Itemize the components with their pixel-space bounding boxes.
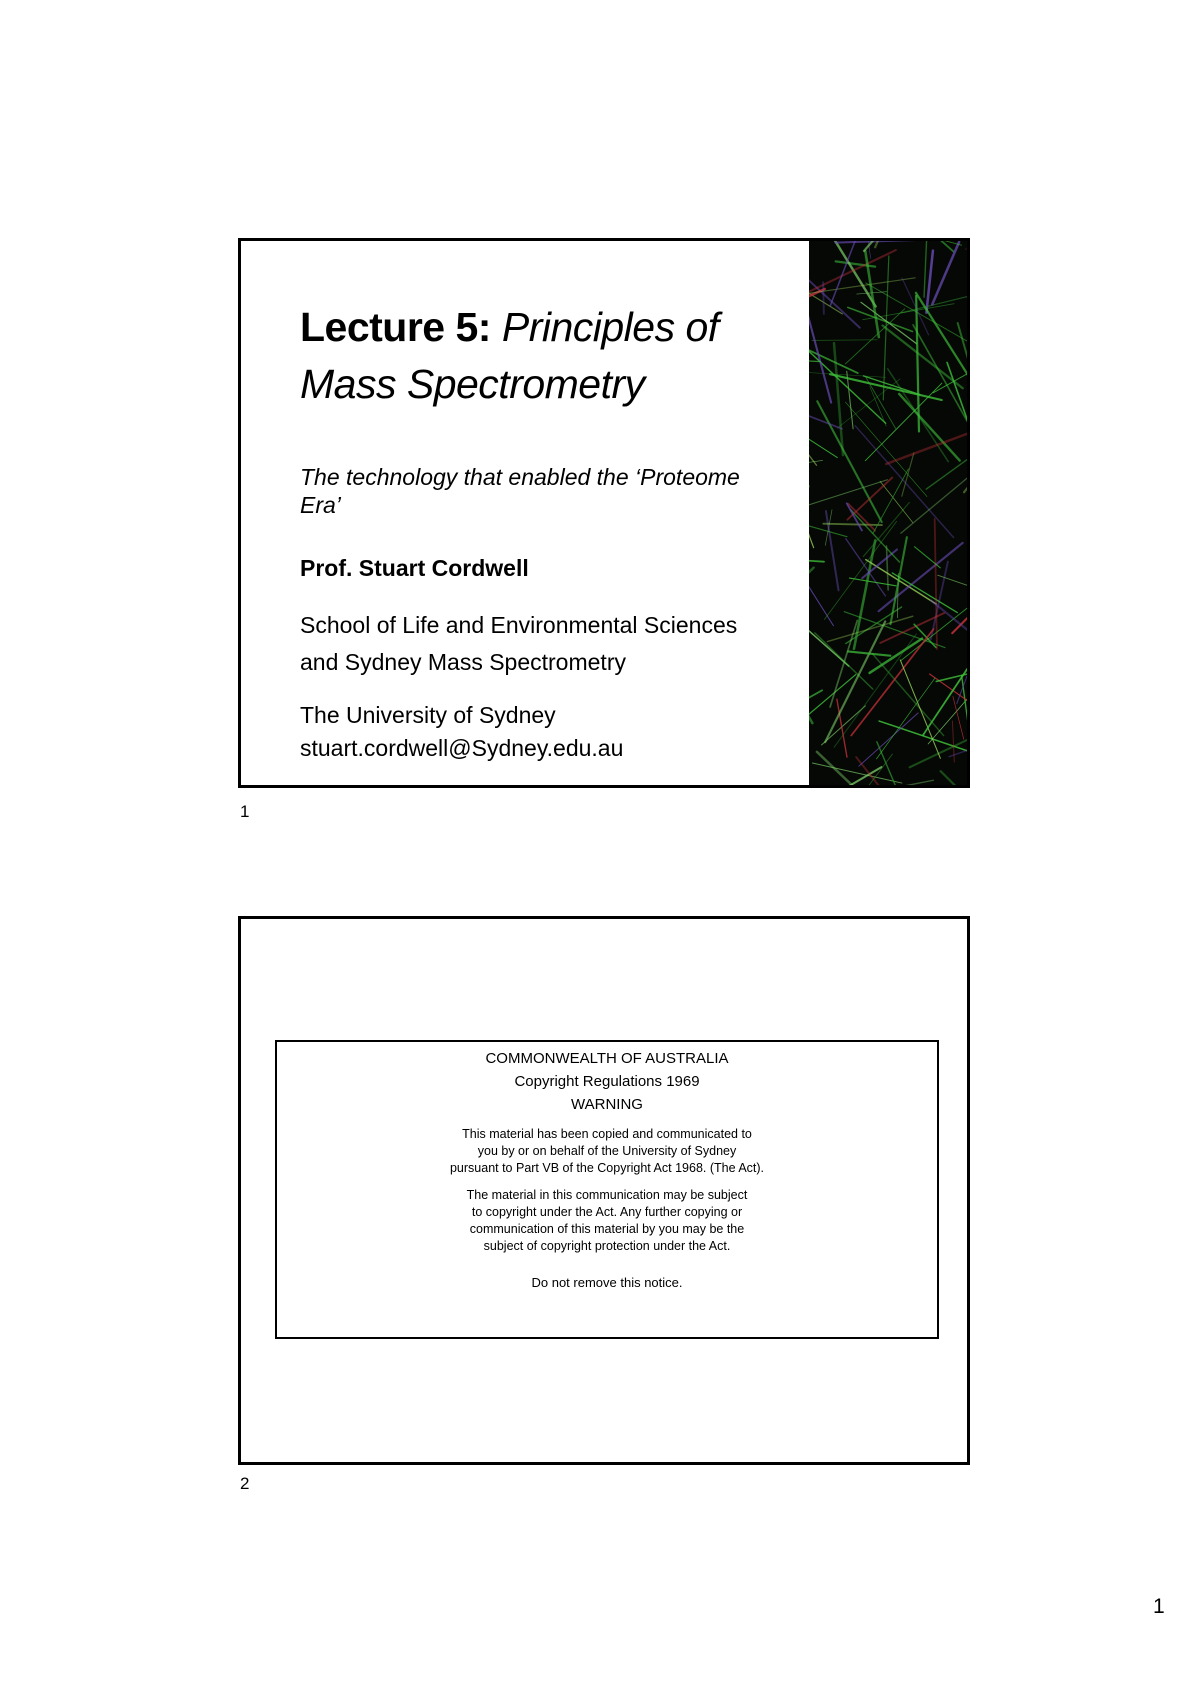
slide-number: 2 [240, 1474, 250, 1493]
university-name: The University of Sydney [300, 702, 556, 728]
copyright-slide [238, 916, 970, 1465]
slide-subtitle: The technology that enabled the ‘Proteome Era’ [300, 464, 740, 518]
art-stroke [823, 282, 824, 314]
university-contact [300, 699, 780, 765]
slide-title: Lecture 5: Principles of Mass Spectrometry [300, 304, 719, 407]
author-email: stuart.cordwell@Sydney.edu.au [300, 735, 624, 761]
notice-footer: Do not remove this notice. [531, 1275, 683, 1290]
slide-number: 1 [240, 802, 250, 821]
title-slide [238, 238, 970, 788]
decorative-network-image [809, 241, 967, 785]
notice-heading: COMMONWEALTH OF AUSTRALIA Copyright Regulations 1969 WARNING [485, 1050, 729, 1113]
affiliation: School of Life and Environmental Sciences and Sydney Mass Spectrometry [300, 612, 738, 675]
copyright-notice [275, 1040, 939, 1339]
page-number: 1 [1153, 1595, 1165, 1618]
notice-paragraph-2: The material in this communication may be subject to copyright under the Act. Any further copying or communication of this material by you may be the subject of copyright protection under the Act. [466, 1188, 748, 1253]
author-name: Prof. Stuart Cordwell [300, 555, 529, 581]
network-art [809, 241, 967, 785]
notice-paragraph-1: This material has been copied and communicated to you by or on behalf of the University of Sydney pursuant to Part VB of the Copyright Act 1968. (The Act). [449, 1127, 765, 1175]
